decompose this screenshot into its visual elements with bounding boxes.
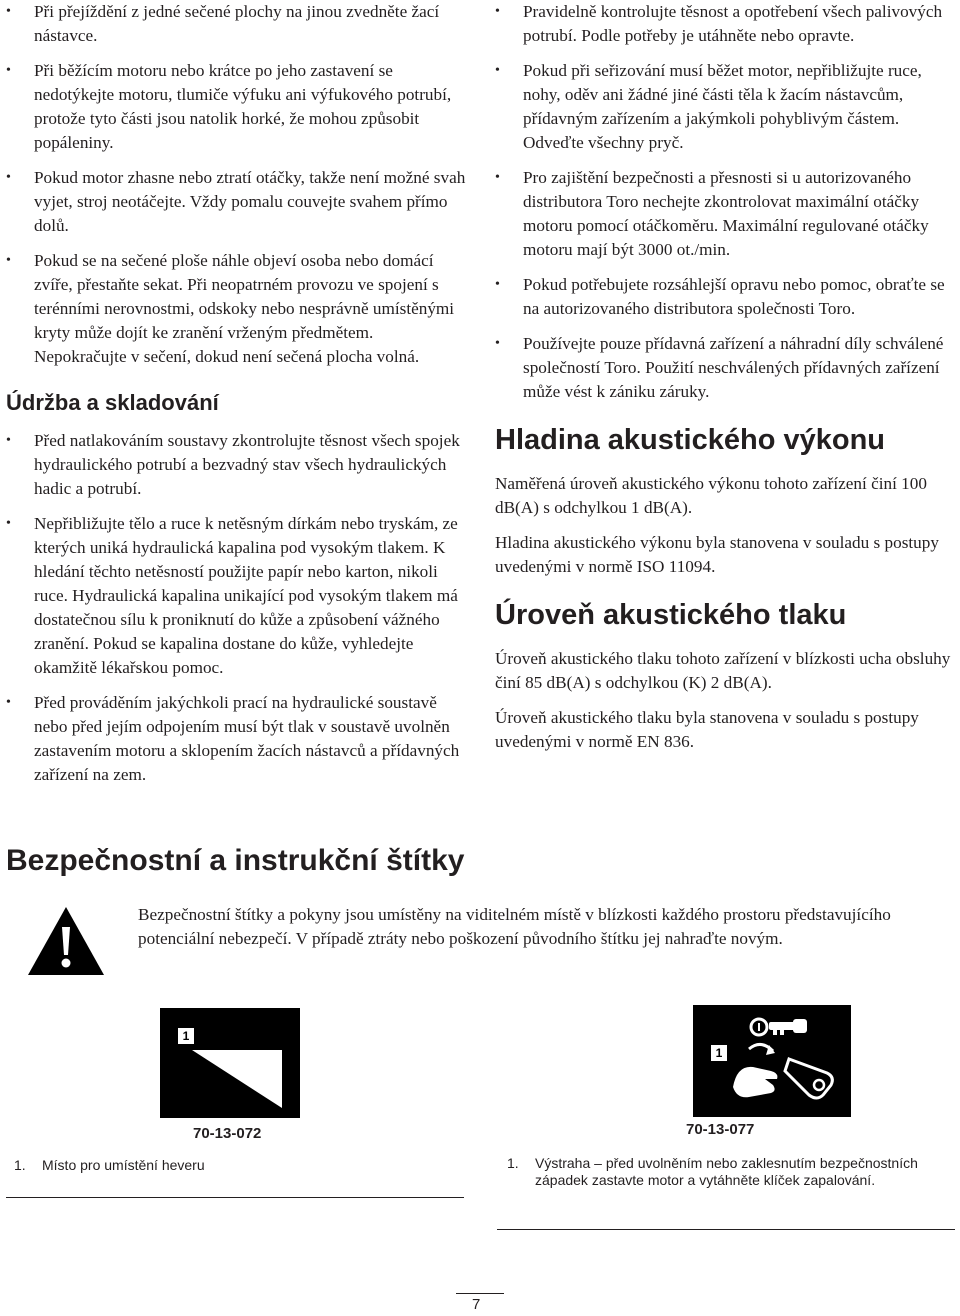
- page-number-divider: [456, 1293, 504, 1294]
- list-item: • Pravidelně kontrolujte těsnost a opotřebení všech palivových potrubí. Podle potřeby je utáhněte nebo opravte.: [495, 0, 955, 48]
- key-icon: [751, 1019, 807, 1035]
- labels-section-heading: Bezpečnostní a instrukční štítky: [6, 844, 465, 877]
- decal-marker: 1: [178, 1028, 194, 1044]
- decal-caption: [14, 1157, 464, 1174]
- sound-pressure-heading: Úroveň akustického tlaku: [495, 599, 847, 631]
- caption-text: Výstraha – před uvolněním nebo zaklesnutím bezpečnostních západek zastavte motor a vytáhněte klíček zapalování.: [535, 1155, 918, 1188]
- sound-power-heading: Hladina akustického výkonu: [495, 424, 886, 456]
- page-number: 7: [472, 1296, 481, 1313]
- decal-code: 70-13-072: [193, 1125, 262, 1142]
- list-item: • Pokud při seřizování musí běžet motor, nepřibližujte ruce, nohy, oděv ani žádné jiné části těla k žacím nástavcům, přídavným zařízením a jakýmkoli pohyblivým částem. Odveďte všechny pryč.: [495, 59, 955, 155]
- left-column: [6, 0, 468, 798]
- maintenance-heading: Údržba a skladování: [6, 390, 219, 415]
- decal-caption: [507, 1155, 957, 1189]
- safety-bullet-list-continued: [495, 0, 955, 404]
- jack-point-triangle-icon: [170, 1044, 290, 1114]
- sound-pressure-paragraph: Úroveň akustického tlaku tohoto zařízení v blízkosti ucha obsluhy činí 85 dB(A) s odchylkou (K) 2 dB(A).: [495, 649, 951, 692]
- maintenance-bullet-list: [6, 429, 468, 787]
- caption-divider: [497, 1229, 955, 1230]
- list-item: • Pokud se na sečené ploše náhle objeví osoba nebo domácí zvíře, přestaňte sekat. Při neopatrném provozu ve spojení s terénními nerovnostmi, odskoky nebo nesprávně umístěnými kryty může dojít ke zranění vrženým předmětem. Nepokračujte v sečení, dokud není sečená plocha volná.: [6, 249, 468, 369]
- labels-intro-text: Bezpečnostní štítky a pokyny jsou umístěny na viditelném místě v blízkosti každého prostoru představujícího potenciální nebezpečí. V případě ztráty nebo poškození původního štítku jej nahraďte novým.: [138, 905, 891, 948]
- sound-pressure-paragraph: Úroveň akustického tlaku byla stanovena v souladu s postupy uvedenými v normě EN 836.: [495, 708, 919, 751]
- list-item: • Před natlakováním soustavy zkontrolujte těsnost všech spojek hydraulického potrubí a bezvadný stav všech hydraulických hadic a potrubí.: [6, 429, 468, 501]
- decal-marker: 1: [711, 1045, 727, 1061]
- caption-divider: [6, 1197, 464, 1198]
- right-column: [495, 0, 955, 765]
- sound-power-paragraph: Naměřená úroveň akustického výkonu tohoto zařízení činí 100 dB(A) s odchylkou 1 dB(A).: [495, 474, 927, 517]
- list-item: • Pokud potřebujete rozsáhlejší opravu nebo pomoc, obraťte se na autorizovaného distributora společnosti Toro.: [495, 273, 955, 321]
- decal-image-safety-latch: [693, 1005, 851, 1117]
- decal-image-jack-point: [160, 1008, 300, 1118]
- safety-bullet-list: [6, 0, 468, 369]
- caption-number: 1.: [507, 1155, 519, 1171]
- list-item: • Při běžícím motoru nebo krátce po jeho zastavení se nedotýkejte motoru, tlumiče výfuku ani výfukového potrubí, protože tyto části jsou natolik horké, že mohou způsobit popáleniny.: [6, 59, 468, 155]
- caption-text: Místo pro umístění heveru: [42, 1157, 205, 1173]
- list-item: • Pokud motor zhasne nebo ztratí otáčky, takže není možné svah vyjet, stroj neotáčejte. Vždy pomalu couvejte svahem přímo dolů.: [6, 166, 468, 238]
- list-item: • Před prováděním jakýchkoli prací na hydraulické soustavě nebo před jejím odpojením musí být tlak v soustavě uvolněn zastavením motoru a sklopením žacích nástavců a přídavných zařízení na zem.: [6, 691, 468, 787]
- caption-number: 1.: [14, 1157, 26, 1173]
- sound-power-paragraph: Hladina akustického výkonu byla stanovena v souladu s postupy uvedenými v normě ISO 11094.: [495, 533, 939, 576]
- decal-code: 70-13-077: [686, 1121, 755, 1138]
- list-item: • Používejte pouze přídavná zařízení a náhradní díly schválené společností Toro. Použití neschválených přídavných zařízení může vést k zániku záruky.: [495, 332, 955, 404]
- list-item: • Nepřibližujte tělo a ruce k netěsným dírkám nebo tryskám, ze kterých uniká hydraulická kapalina pod vysokým tlakem. K hledání těchto netěsností použijte papír nebo karton, nikoli ruce. Hydraulická kapalina unikající pod vysokým tlakem má dostatečnou sílu k proniknutí do kůže a způsobení vážného zranění. Pokud se kapalina dostane do kůže, vyhledejte okamžitě lékařskou pomoc.: [6, 512, 468, 680]
- warning-triangle-icon: [26, 905, 106, 977]
- list-item: • Pro zajištění bezpečnosti a přesnosti si u autorizovaného distributora Toro nechejte zkontrolovat maximální otáčky motoru pomocí otáčkoměru. Maximální regulované otáčky motoru mají být 3000 ot./min.: [495, 166, 955, 262]
- list-item: • Při přejíždění z jedné sečené plochy na jinou zvedněte žací nástavce.: [6, 0, 468, 48]
- hand-icon: [733, 1044, 777, 1097]
- latch-icon: [785, 1059, 832, 1098]
- decal-2-artwork: [693, 1005, 851, 1117]
